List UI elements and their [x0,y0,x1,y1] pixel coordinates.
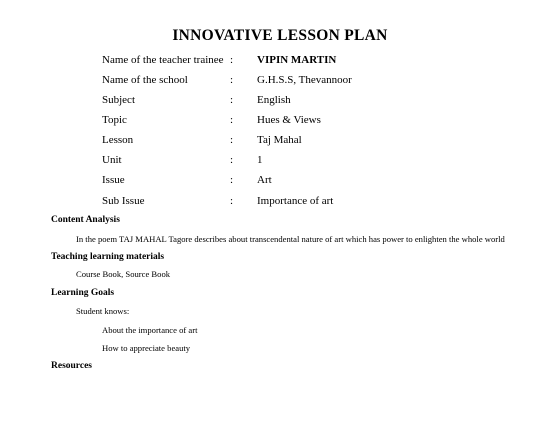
info-row-teacher [0,52,560,68]
info-label: Topic [102,114,127,126]
resources-heading: Resources [51,361,92,371]
learning-goal-item: How to appreciate beauty [102,343,191,353]
info-row-lesson [0,132,560,148]
info-row-topic [0,112,560,128]
info-label: Sub Issue [102,195,145,207]
info-label: Lesson [102,134,134,146]
info-row-issue [0,172,560,188]
info-label: Unit [102,154,122,166]
info-value: G.H.S.S, Thevannoor [257,74,352,86]
info-label: Issue [102,174,125,186]
info-label: Subject [102,94,135,106]
learning-goals-intro: Student knows: [76,306,130,316]
info-colon: : [230,134,234,146]
info-colon: : [230,195,234,207]
info-value: English [257,94,291,106]
info-label: Name of the school [102,74,188,86]
info-label: Name of the teacher trainee [102,54,224,66]
info-row-sub-issue [0,193,560,209]
info-value: Art [257,174,272,186]
info-colon: : [230,94,234,106]
learning-goal-item: About the importance of art [102,325,198,335]
content-analysis-heading: Content Analysis [51,215,120,225]
page-title: INNOVATIVE LESSON PLAN [172,27,388,44]
info-value: Importance of art [257,195,334,207]
teaching-materials-text: Course Book, Source Book [76,269,171,279]
info-colon: : [230,154,234,166]
info-colon: : [230,74,234,86]
info-value: 1 [257,154,263,166]
learning-goals-heading: Learning Goals [51,288,115,298]
info-colon: : [230,174,234,186]
info-value: VIPIN MARTIN [257,54,337,66]
info-colon: : [230,114,234,126]
info-value: Taj Mahal [257,134,302,146]
info-row-unit [0,152,560,168]
teaching-materials-heading: Teaching learning materials [51,252,165,262]
info-row-school [0,72,560,88]
info-colon: : [230,54,234,66]
info-value: Hues & Views [257,114,321,126]
content-analysis-text: In the poem TAJ MAHAL Tagore describes about transcendental nature of art which has power to enlighten the whole world [76,234,505,244]
info-row-subject [0,92,560,108]
